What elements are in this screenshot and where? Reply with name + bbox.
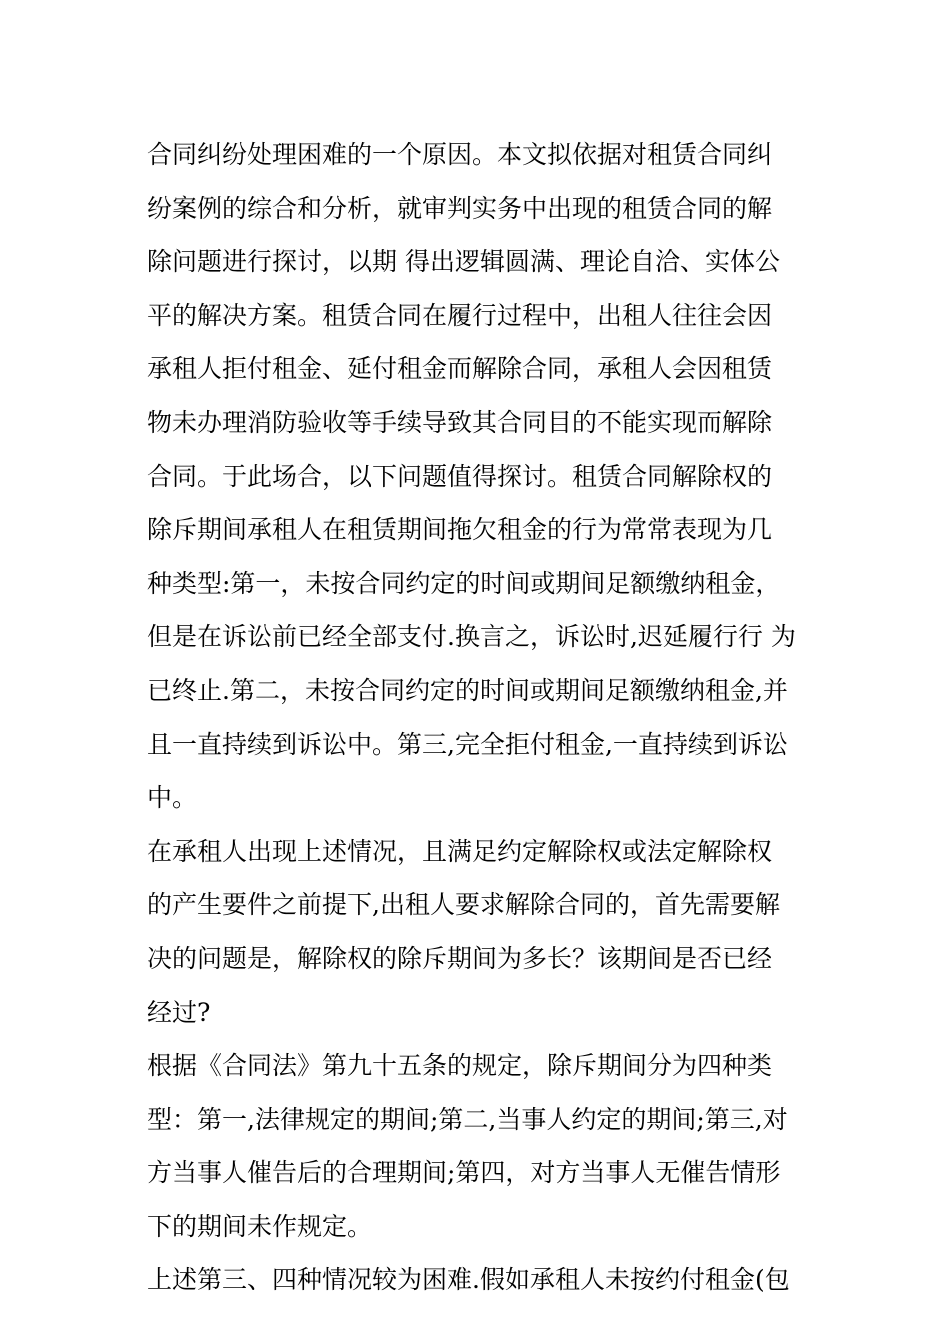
- text-line: 但是在诉讼前已经全部支付.换言之，诉讼时,迟延履行行 为: [147, 622, 796, 652]
- text-line: 种类型:第一，未按合同约定的时间或期间足额缴纳租金，: [147, 568, 781, 598]
- text-line: 根据《合同法》第九十五条的规定，除斥期间分为四种类: [147, 1051, 773, 1081]
- text-line: 的产生要件之前提下,出租人要求解除合同的，首先需要解: [147, 890, 780, 920]
- text-line: 合同。于此场合，以下问题值得探讨。租赁合同解除权的: [147, 461, 773, 491]
- text-line: 除斥期间承租人在租赁期间拖欠租金的行为常常表现为几: [147, 515, 773, 545]
- text-line: 方当事人催告后的合理期间;第四，对方当事人无催告情形: [147, 1158, 781, 1188]
- text-line: 除问题进行探讨，以期 得出逻辑圆满、理论自洽、实体公: [147, 247, 780, 277]
- text-line: 且一直持续到诉讼中。第三,完全拒付租金,一直持续到诉讼: [147, 729, 788, 759]
- text-line: 已终止.第二，未按合同约定的时间或期间足额缴纳租金,并: [147, 675, 788, 705]
- text-line: 承租人拒付租金、延付租金而解除合同，承租人会因租赁: [147, 354, 773, 384]
- document-body: [147, 128, 817, 1307]
- text-line: 在承租人出现上述情况，且满足约定解除权或法定解除权: [147, 836, 773, 866]
- text-line: 平的解决方案。租赁合同在履行过程中，出租人往往会因: [147, 300, 773, 330]
- text-line: 合同纠纷处理困难的一个原因。本文拟依据对租赁合同纠: [147, 140, 773, 169]
- text-line: 纷案例的综合和分析，就审判实务中出现的租赁合同的解: [147, 193, 773, 223]
- text-line: 下的期间未作规定。: [147, 1211, 373, 1241]
- text-line: 上述第三、四种情况较为困难.假如承租人未按约付租金(包: [147, 1265, 790, 1295]
- text-line: 经过?: [147, 997, 211, 1027]
- text-line: 物未办理消防验收等手续导致其合同目的不能实现而解除: [147, 407, 773, 437]
- text-line: 型：第一,法律规定的期间;第二,当事人约定的期间;第三,对: [147, 1104, 788, 1134]
- text-line: 决的问题是，解除权的除斥期间为多长？该期间是否已经: [147, 943, 773, 973]
- text-line: 中。: [147, 783, 198, 813]
